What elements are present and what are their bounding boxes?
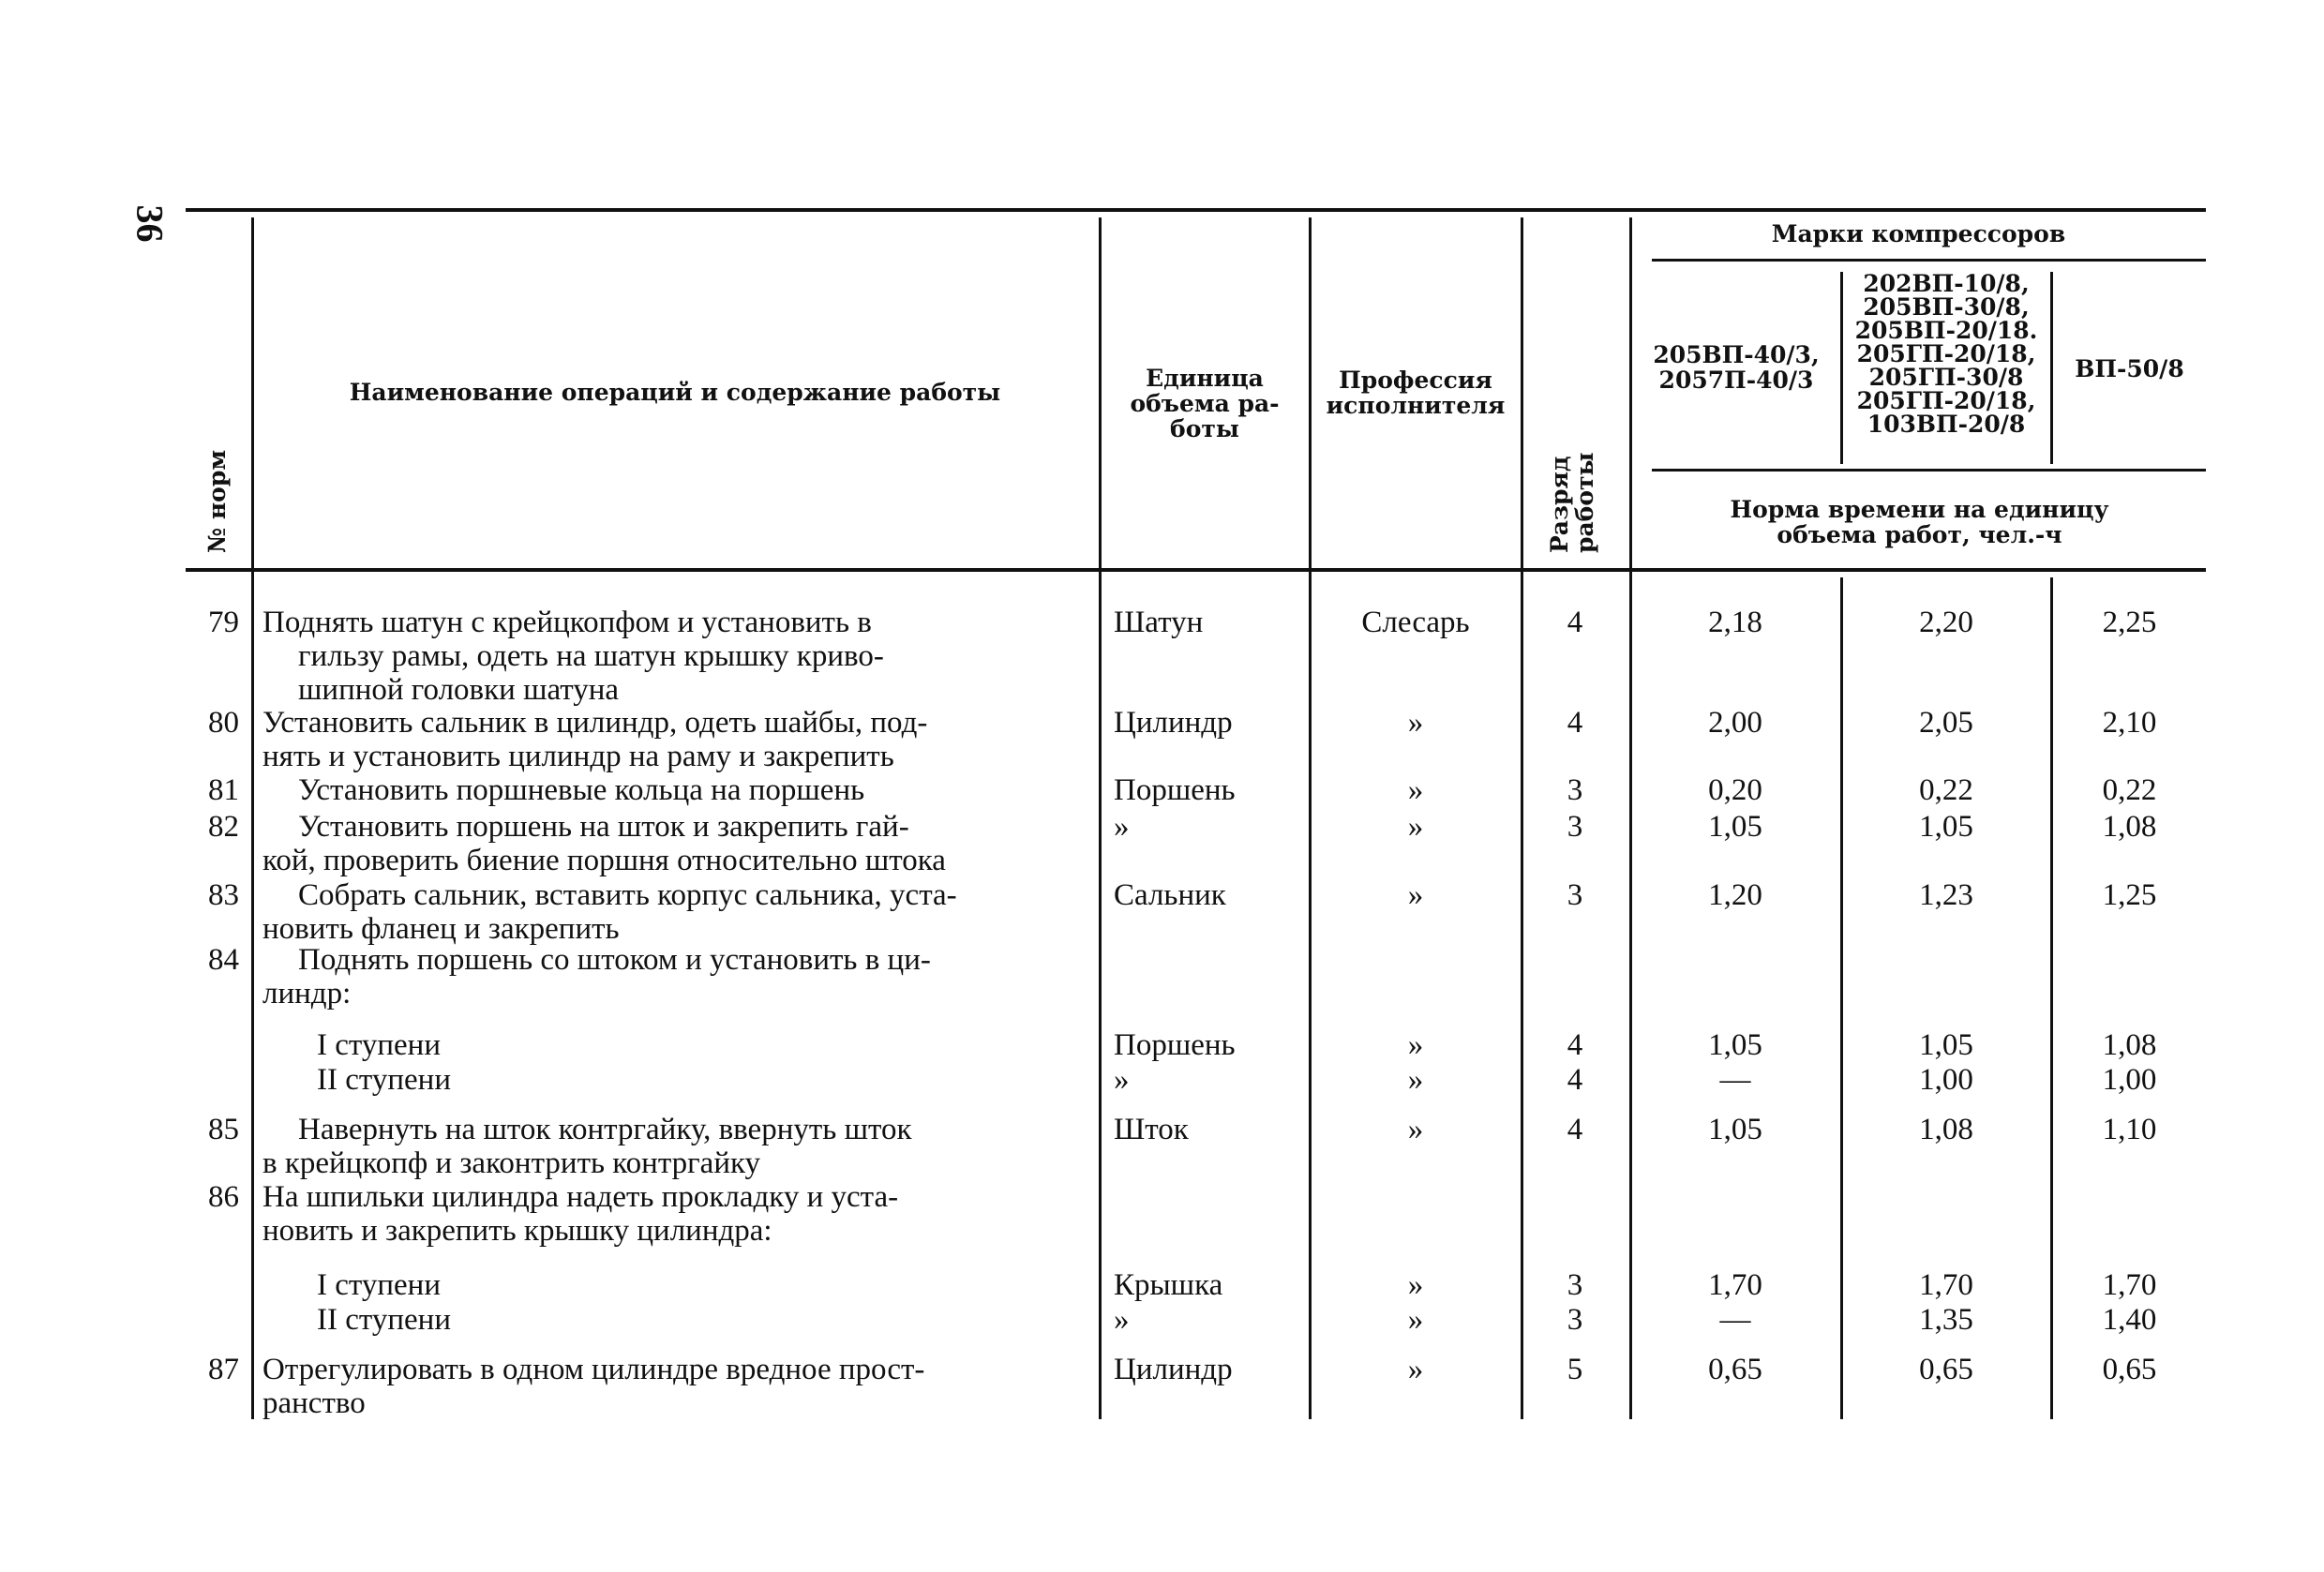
norm-value-col1: — [1719, 1303, 1751, 1337]
norm-value-col3: 1,25 [2102, 878, 2157, 912]
column-divider [1309, 217, 1312, 1419]
norm-number: 87 [208, 1353, 239, 1386]
brand-line: 205ГП-20/18, [1856, 387, 2036, 414]
header-unit-line: Единица [1146, 365, 1264, 392]
description-line: шипной головки шатуна [298, 673, 620, 707]
norm-value-col2: 0,65 [1919, 1353, 1973, 1386]
header-brand-col-3 [2053, 356, 2206, 382]
header-profession [1312, 367, 1519, 418]
page-number: 36 [128, 204, 172, 243]
grade-cell: 4 [1567, 1028, 1583, 1062]
profession-cell: » [1407, 1063, 1424, 1097]
operation-description [262, 773, 1087, 807]
brand-line: 205ВП-40/3, [1653, 341, 1820, 368]
operation-description [262, 1113, 1087, 1180]
column-divider [1099, 217, 1102, 1419]
column-divider [251, 217, 254, 1419]
unit-cell: » [1114, 810, 1130, 844]
description-line: ранство [262, 1386, 366, 1420]
norm-number: 84 [208, 943, 239, 977]
unit-cell: Шток [1114, 1113, 1189, 1146]
profession-cell: » [1407, 1353, 1424, 1386]
description-line: гильзу рамы, одеть на шатун крышку криво- [298, 639, 884, 673]
profession-cell: » [1407, 1268, 1424, 1302]
brand-line: 103ВП-20/8 [1867, 411, 2026, 438]
description-line: кой, проверить биение поршня относительно штока [262, 844, 946, 877]
grade-cell: 3 [1567, 878, 1583, 912]
grade-cell: 3 [1567, 1303, 1583, 1337]
description-line: II ступени [317, 1303, 451, 1337]
operation-description [262, 1353, 1087, 1420]
brand-line: 205ГП-20/18, [1856, 340, 2036, 367]
table-top-rule [186, 208, 2206, 212]
norm-value-col2: 1,00 [1919, 1063, 1973, 1097]
norm-number: 82 [208, 810, 239, 844]
norm-value-col1: — [1719, 1063, 1751, 1097]
norm-number: 85 [208, 1113, 239, 1146]
description-line: Поднять шатун с крейцкопфом и установить в [262, 606, 872, 639]
description-line: Установить поршень на шток и закрепить гай- [298, 810, 909, 844]
norm-value-col3: 1,08 [2102, 810, 2157, 844]
profession-cell: » [1407, 1303, 1424, 1337]
grade-cell: 3 [1567, 810, 1583, 844]
norm-value-col1: 0,65 [1708, 1353, 1762, 1386]
grade-cell: 3 [1567, 1268, 1583, 1302]
operation-description [262, 1303, 1087, 1337]
unit-cell: Сальник [1114, 878, 1226, 912]
header-rule [1652, 469, 2206, 472]
norm-value-col1: 1,05 [1708, 1028, 1762, 1062]
unit-cell: Поршень [1114, 773, 1236, 807]
norm-value-col2: 1,05 [1919, 810, 1973, 844]
profession-cell: » [1407, 706, 1424, 740]
grade-cell: 4 [1567, 706, 1583, 740]
operation-description [262, 1268, 1087, 1302]
norm-caption-line: объема работ, чел.-ч [1777, 521, 2062, 548]
column-divider [1521, 217, 1523, 1419]
header-grade-line: работы [1571, 452, 1598, 553]
norm-value-col1: 2,18 [1708, 606, 1762, 639]
header-profession-line: Профессия [1339, 367, 1492, 394]
norm-value-col2: 2,05 [1919, 706, 1973, 740]
grade-cell: 4 [1567, 1113, 1583, 1146]
header-brand-col-1 [1633, 342, 1839, 393]
brand-line: ВП-50/8 [2075, 355, 2184, 382]
header-norm-caption [1633, 497, 2206, 547]
profession-cell: » [1407, 1113, 1424, 1146]
description-line: I ступени [317, 1028, 441, 1062]
norm-value-col2: 0,22 [1919, 773, 1973, 807]
operation-description [262, 1180, 1087, 1248]
description-line: Собрать сальник, вставить корпус сальника, уста- [298, 878, 957, 912]
norm-value-col1: 0,20 [1708, 773, 1762, 807]
operation-description [262, 706, 1087, 773]
header-profession-line: исполнителя [1326, 392, 1506, 419]
norm-value-col1: 1,05 [1708, 810, 1762, 844]
header-unit [1106, 366, 1303, 442]
norm-value-col3: 1,70 [2102, 1268, 2157, 1302]
description-line: новить фланец и закрепить [262, 912, 620, 946]
description-line: Отрегулировать в одном цилиндре вредное прост- [262, 1353, 925, 1386]
unit-cell: Шатун [1114, 606, 1204, 639]
grade-cell: 3 [1567, 773, 1583, 807]
header-rule [1652, 259, 2206, 262]
norm-value-col3: 2,25 [2102, 606, 2157, 639]
grade-cell: 5 [1567, 1353, 1583, 1386]
norm-number: 80 [208, 706, 239, 740]
description-line: Установить сальник в цилиндр, одеть шайбы, под- [262, 706, 928, 740]
description-line: Установить поршневые кольца на поршень [298, 773, 865, 807]
header-brands-title: Марки компрессоров [1771, 220, 2066, 247]
norm-number: 79 [208, 606, 239, 639]
operation-description [262, 878, 1087, 946]
operation-description [262, 1063, 1087, 1097]
profession-cell: Слесарь [1361, 606, 1470, 639]
norm-value-col3: 2,10 [2102, 706, 2157, 740]
header-name: Наименование операций и содержание работы [349, 379, 1001, 406]
unit-cell: Цилиндр [1114, 1353, 1233, 1386]
header-unit-line: объема ра- [1130, 390, 1280, 417]
norm-value-col2: 1,08 [1919, 1113, 1973, 1146]
description-line: нять и установить цилиндр на раму и закрепить [262, 740, 894, 773]
norm-value-col2: 1,35 [1919, 1303, 1973, 1337]
brand-line: 202ВП-10/8, [1863, 270, 2030, 297]
profession-cell: » [1407, 810, 1424, 844]
norm-value-col2: 2,20 [1919, 606, 1973, 639]
norm-value-col3: 1,08 [2102, 1028, 2157, 1062]
grade-cell: 4 [1567, 1063, 1583, 1097]
header-num: № норм [203, 449, 231, 553]
brand-line: 205ГП-30/8 [1868, 364, 2024, 391]
operation-description [262, 606, 1087, 707]
description-line: I ступени [317, 1268, 441, 1302]
description-line: линдр: [262, 977, 352, 1011]
norm-value-col1: 1,05 [1708, 1113, 1762, 1146]
unit-cell: Крышка [1114, 1268, 1223, 1302]
profession-cell: » [1407, 773, 1424, 807]
grade-cell: 4 [1567, 606, 1583, 639]
unit-cell: » [1114, 1063, 1130, 1097]
header-brand-col-2 [1843, 272, 2049, 436]
norm-value-col1: 2,00 [1708, 706, 1762, 740]
norm-value-col2: 1,05 [1919, 1028, 1973, 1062]
brand-line: 205ВП-30/8, [1863, 293, 2030, 321]
description-line: Навернуть на шток контргайку, ввернуть шток [298, 1113, 912, 1146]
profession-cell: » [1407, 878, 1424, 912]
norm-value-col1: 1,70 [1708, 1268, 1762, 1302]
unit-cell: » [1114, 1303, 1130, 1337]
norm-value-col3: 0,22 [2102, 773, 2157, 807]
header-grade [1547, 452, 1597, 553]
description-line: в крейцкопф и законтрить контргайку [262, 1146, 761, 1180]
operation-description [262, 810, 1087, 877]
header-grade-line: Разряд [1546, 456, 1573, 553]
norm-value-col3: 1,10 [2102, 1113, 2157, 1146]
description-line: II ступени [317, 1063, 451, 1097]
header-unit-line: боты [1170, 415, 1239, 442]
operation-description [262, 943, 1087, 1011]
norm-number: 86 [208, 1180, 239, 1214]
brand-line: 2057П-40/3 [1658, 367, 1814, 394]
profession-cell: » [1407, 1028, 1424, 1062]
unit-cell: Поршень [1114, 1028, 1236, 1062]
description-line: Поднять поршень со штоком и установить в ци- [298, 943, 931, 977]
norm-number: 81 [208, 773, 239, 807]
norm-caption-line: Норма времени на единицу [1730, 496, 2109, 523]
brand-line: 205ВП-20/18. [1854, 317, 2038, 344]
norm-value-col1: 1,20 [1708, 878, 1762, 912]
description-line: На шпильки цилиндра надеть прокладку и уста- [262, 1180, 899, 1214]
operation-description [262, 1028, 1087, 1062]
description-line: новить и закрепить крышку цилиндра: [262, 1214, 772, 1248]
header-bottom-rule [186, 568, 2206, 572]
norm-value-col2: 1,70 [1919, 1268, 1973, 1302]
norm-value-col3: 1,40 [2102, 1303, 2157, 1337]
norm-value-col3: 0,65 [2102, 1353, 2157, 1386]
norm-value-col2: 1,23 [1919, 878, 1973, 912]
norm-value-col3: 1,00 [2102, 1063, 2157, 1097]
unit-cell: Цилиндр [1114, 706, 1233, 740]
norm-number: 83 [208, 878, 239, 912]
